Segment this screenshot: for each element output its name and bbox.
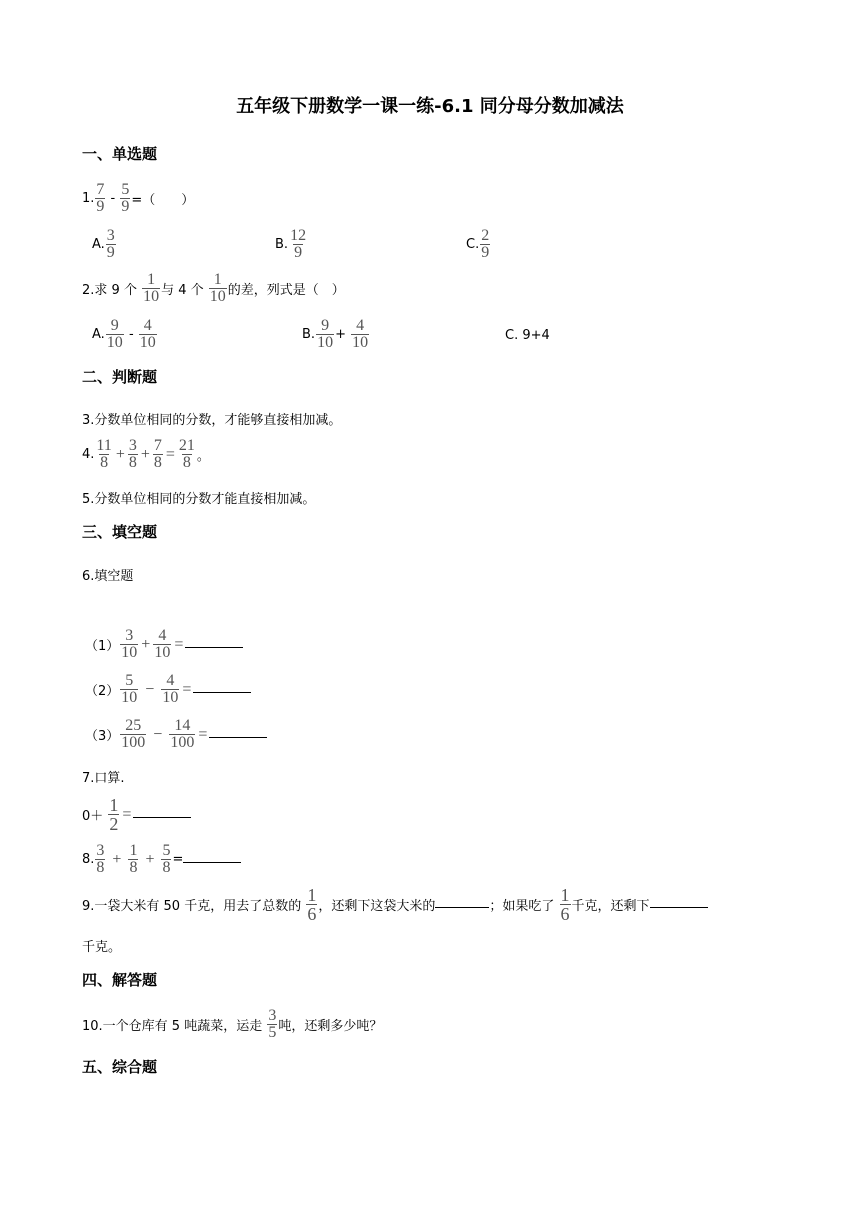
option-label: A. <box>92 237 105 252</box>
fraction: $\frac{4}{10}$ <box>162 672 179 706</box>
equals-sign: = <box>165 445 175 463</box>
fraction: $\frac{1}{2}$ <box>109 795 119 834</box>
option-label: C. <box>466 237 480 252</box>
option-a[interactable] <box>92 318 158 351</box>
fraction: $\frac{25}{100}$ <box>121 717 146 751</box>
fraction: $\frac{1}{6}$ <box>560 885 570 924</box>
section-heading-fill-blank: 三、填空题 <box>82 523 158 541</box>
plus-sign: + <box>141 635 151 653</box>
item-label: （1） <box>85 639 120 654</box>
fraction: $\frac{2}{9}$ <box>481 227 490 261</box>
fraction: $\frac{3}{10}$ <box>121 627 138 661</box>
item-label: （3） <box>85 729 120 744</box>
question-number: 4. <box>82 447 95 462</box>
question-text: 2.求 9 个 <box>82 283 137 298</box>
answer-blank[interactable] <box>185 637 243 648</box>
equals-sign: = <box>182 680 192 698</box>
fraction: $\frac{5}{8}$ <box>162 842 171 876</box>
question-9 <box>82 886 708 923</box>
answer-blank[interactable] <box>193 682 251 693</box>
fraction: $\frac{9}{10}$ <box>106 317 123 351</box>
question-6-item-3 <box>85 718 267 751</box>
question-8 <box>82 843 241 876</box>
question-tail: 。 <box>196 449 210 464</box>
fraction: $\frac{5}{9}$ <box>121 181 130 215</box>
option-c[interactable] <box>466 228 491 261</box>
plus-sign: + <box>140 445 150 463</box>
minus-sign: − <box>153 725 163 743</box>
minus-sign: − <box>145 680 155 698</box>
plus-sign: + <box>335 327 346 342</box>
plus-sign: + <box>145 850 155 868</box>
question-3: 3.分数单位相同的分数，才能够直接相加减。 <box>82 413 342 428</box>
question-6-item-2 <box>85 673 251 706</box>
option-b[interactable] <box>302 318 370 351</box>
question-9-continuation: 千克。 <box>82 940 122 955</box>
question-text: ；如果吃了 <box>489 899 555 914</box>
fraction: $\frac{1}{10}$ <box>143 271 160 305</box>
question-text: 与 4 个 <box>161 283 204 298</box>
minus-sign: - <box>128 327 134 342</box>
fraction: $\frac{14}{100}$ <box>170 717 195 751</box>
equals-sign: = <box>172 852 184 867</box>
option-label: A. <box>92 327 105 342</box>
fraction: $\frac{21}{8}$ <box>178 437 195 471</box>
fraction: $\frac{1}{6}$ <box>307 885 317 924</box>
section-heading-answer: 四、解答题 <box>82 971 158 989</box>
question-4 <box>82 438 210 471</box>
question-text: 9.一袋大米有 50 千克，用去了总数的 <box>82 899 302 914</box>
option-c[interactable]: C. 9+4 <box>505 328 550 343</box>
fraction: $\frac{7}{8}$ <box>153 437 162 471</box>
fraction: $\frac{4}{10}$ <box>154 627 171 661</box>
fraction: $\frac{5}{10}$ <box>121 672 138 706</box>
section-heading-true-false: 二、判断题 <box>82 368 158 386</box>
fraction: $\frac{3}{8}$ <box>96 842 105 876</box>
fraction: $\frac{11}{8}$ <box>96 437 112 471</box>
fraction: $\frac{4}{10}$ <box>139 317 156 351</box>
question-2 <box>82 272 345 305</box>
question-text: ，还剩下这袋大米的 <box>318 899 436 914</box>
question-number: 1. <box>82 191 95 206</box>
section-heading-comprehensive: 五、综合题 <box>82 1058 158 1076</box>
expression-prefix: 0＋ <box>82 809 104 824</box>
option-label: B. <box>302 327 316 342</box>
answer-blank[interactable] <box>209 727 267 738</box>
option-label: B. <box>275 237 289 252</box>
question-1 <box>82 182 194 215</box>
equals-sign: = <box>122 805 132 823</box>
question-10 <box>82 1008 382 1041</box>
item-label: （2） <box>85 684 120 699</box>
page-title: 五年级下册数学一课一练-6.1 同分母分数加减法 <box>236 96 624 117</box>
fraction: $\frac{9}{10}$ <box>317 317 334 351</box>
question-text: 吨，还剩多少吨？ <box>278 1019 383 1034</box>
question-text: 10.一个仓库有 5 吨蔬菜，运走 <box>82 1019 263 1034</box>
fraction: $\frac{3}{8}$ <box>128 437 137 471</box>
minus-sign: - <box>110 191 116 206</box>
question-tail: =（ ） <box>131 193 195 208</box>
plus-sign: + <box>112 850 122 868</box>
answer-blank[interactable] <box>435 897 489 908</box>
fraction: $\frac{7}{9}$ <box>96 181 105 215</box>
plus-sign: + <box>115 445 125 463</box>
fraction: $\frac{1}{8}$ <box>129 842 138 876</box>
section-heading-single-choice: 一、单选题 <box>82 145 158 163</box>
fraction: $\frac{1}{10}$ <box>209 271 226 305</box>
fraction: $\frac{3}{5}$ <box>268 1007 277 1041</box>
equals-sign: = <box>174 635 184 653</box>
question-text: 的差，列式是（ ） <box>227 283 345 298</box>
question-7-heading: 7.口算. <box>82 771 125 786</box>
option-a[interactable] <box>92 228 117 261</box>
question-5: 5.分数单位相同的分数才能直接相加减。 <box>82 492 316 507</box>
question-7-expression <box>82 796 191 833</box>
equals-sign: = <box>198 725 208 743</box>
question-text: 千克，还剩下 <box>571 899 650 914</box>
answer-blank[interactable] <box>133 807 191 818</box>
fraction: $\frac{12}{9}$ <box>290 227 307 261</box>
question-6-item-1 <box>85 628 243 661</box>
option-b[interactable] <box>275 228 308 261</box>
answer-blank[interactable] <box>650 897 708 908</box>
question-number: 8. <box>82 852 95 867</box>
fraction: $\frac{4}{10}$ <box>352 317 369 351</box>
question-6-heading: 6.填空题 <box>82 569 134 584</box>
fraction: $\frac{3}{9}$ <box>106 227 115 261</box>
answer-blank[interactable] <box>183 852 241 863</box>
